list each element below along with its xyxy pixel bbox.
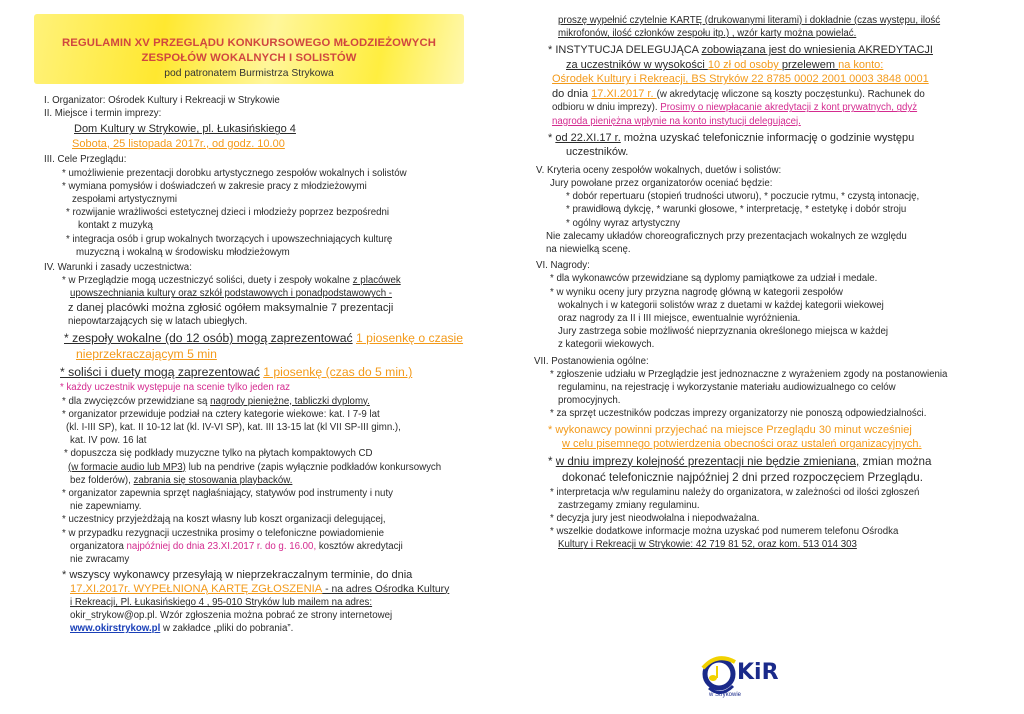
condition-item (44, 364, 494, 380)
condition-item (44, 395, 494, 408)
condition-text: kosztów akredytacji (316, 540, 403, 552)
bank-account: Ośrodek Kultury i Rekreacji, BS Stryków 22 8785 0002 2001 0003 3848 0001 (552, 73, 929, 86)
criteria-item: * dobór repertuaru (stopień trudności utworu), * poczucie rytmu, * czystą intonację, (566, 191, 920, 203)
cancellation-deadline: najpóźniej do dnia 23.XI.2017 r. do g. 16.00, (126, 540, 317, 552)
condition-item: * uczestnicy przyjeżdżają na koszt własny lub koszt organizacji delegującej, (62, 514, 386, 526)
condition-item-cont: okir_strykow@op.pl. Wzór zgłoszenia można pobrać ze strony internetowej (70, 610, 393, 622)
condition-item: * każdy uczestnik występuje na scenie tylko jeden raz (60, 382, 290, 394)
event-date: Sobota, 25 listopada 2017r., od godz. 10.00 (72, 137, 285, 150)
fee-line (528, 43, 1008, 58)
arrival-notice: * wykonawcy powinni przyjechać na miejsce Przeglądu 30 minut wcześniej (548, 423, 912, 436)
condition-item-cont: z danej placówki można zgłosić ogółem maksymalnie 7 prezentacji (68, 301, 394, 314)
section-place-heading: II. Miejsce i termin imprezy: (44, 108, 162, 120)
schedule-text: * (548, 131, 556, 144)
fee-line (528, 87, 1008, 102)
goal-item: * umożliwienie prezentacji dorobku artystycznego zespołów wokalnych i solistów (62, 167, 407, 179)
condition-item-cont (44, 622, 494, 635)
criteria-note: Nie zalecamy układów choreograficznych przy prezentacjach wokalnych ze względu (546, 230, 907, 242)
left-column (24, 14, 494, 636)
prize-item-cont: wokalnych i w kategorii solistów wraz z duetami w każdej kategorii wiekowej (558, 299, 884, 311)
schedule-info-cont: uczestników. (566, 146, 629, 159)
order-notice (528, 454, 1008, 470)
condition-item-cont: nie zwracamy (70, 553, 130, 565)
general-item-cont: promocyjnych. (558, 395, 621, 407)
goal-item-cont: muzyczną i wokalną w środowisku młodzieżowym (76, 246, 290, 258)
header-banner (34, 14, 464, 84)
condition-text: bez folderów), (70, 474, 134, 486)
fee-line (528, 58, 1008, 73)
goal-item: * integracja osób i grup wokalnych tworzących i upowszechniających kulturę (66, 233, 393, 245)
song-limit-text-cont: nieprzekraczającym 5 min (76, 347, 217, 362)
fee-deadline: 17.XI.2017 r. (591, 87, 657, 100)
fee-text: za uczestników w wysokości (566, 58, 708, 71)
fee-warning: Prosimy o niewpłacanie akredytacji z kont prywatnych, gdyż (660, 102, 918, 114)
fee-text: odbioru w dniu imprezy). (552, 102, 661, 114)
criteria-note-cont: na niewielką scenę. (546, 244, 631, 256)
condition-text: - na adres Ośrodka Kultury (322, 583, 450, 595)
fee-text-underlined: zobowiązana jest do wniesienia AKREDYTACJI (701, 44, 933, 57)
fee-text: do dnia (552, 87, 592, 100)
right-column (528, 14, 1008, 552)
section-prizes-heading: VI. Nagrody: (536, 260, 590, 272)
general-item-cont: zastrzegamy zmiany regulaminu. (558, 499, 700, 511)
schedule-date: od 22.XI.17 r. (555, 131, 621, 144)
condition-item-cont: kat. IV pow. 16 lat (70, 435, 147, 447)
condition-text: * w Przeglądzie mogą uczestniczyć soliści, duety i zespoły wokalne (62, 275, 353, 287)
general-item: * interpretacja w/w regulaminu należy do organizatora, w zależności od ilości zgłoszeń (550, 486, 920, 498)
contact-phones: Kultury i Rekreacji w Strykowie: 42 719 81 52, oraz kom. 513 014 303 (558, 539, 857, 551)
fee-line (528, 101, 1008, 114)
fee-text: (w akredytację wliczone są koszty poczęstunku). Rachunek do (656, 88, 925, 100)
page-title-line-1: REGULAMIN XV PRZEGLĄDU KONKURSOWEGO MŁODZIEŻOWYCH (62, 37, 436, 49)
condition-item (44, 330, 494, 346)
condition-item-cont: (kl. I-III SP), kat. II 10-12 lat (kl. IV-VI SP), kat. III 13-15 lat (kl VII SP-III gimn.), (66, 421, 401, 433)
general-item-cont: regulaminu, na rejestrację i wykorzystanie materiału audiowizualnego co celów (558, 382, 896, 394)
section-conditions-heading: IV. Warunki i zasady uczestnictwa: (44, 262, 192, 274)
condition-item-cont: upowszechniania kultury oraz szkół podstawowych i ponadpodstawowych - (70, 288, 393, 300)
prize-item-cont: Jury zastrzega sobie możliwość nieprzyznania określonego miejsca w każdej (558, 326, 889, 338)
goal-item: * wymiana pomysłów i doświadczeń w zakresie pracy z młodzieżowymi (62, 180, 367, 192)
condition-item-cont: niepowtarzających się w latach ubiegłych. (68, 316, 248, 328)
schedule-text: można uzyskać telefonicznie informację o godzinie występu (620, 131, 915, 144)
general-item: * decyzja jury jest nieodwołalna i niepodważalna. (550, 513, 760, 525)
condition-item: * wszyscy wykonawcy przesyłają w nieprzekraczalnym terminie, do dnia (62, 569, 413, 582)
event-place: Dom Kultury w Strykowie, pl. Łukasińskiego 4 (74, 123, 296, 136)
okir-logo (697, 648, 807, 708)
condition-item: * organizator zapewnia sprzęt nagłaśniający, statywów pod instrumenty i nuty (62, 487, 393, 499)
general-item: * zgłoszenie udziału w Przeglądzie jest jednoznaczne z wyrażeniem zgody na postanowienia (550, 368, 948, 380)
condition-text: * dla zwycięzców przewidziane są (62, 395, 211, 407)
page-title-line-2: ZESPOŁÓW WOKALNYCH I SOLISTÓW (141, 52, 357, 64)
song-limit-text: 1 piosenkę (czas do 5 min.) (263, 365, 413, 380)
form-instruction-cont: mikrofonów, ilość członków zespołu itp.) , wzór karty można powielać. (558, 28, 857, 40)
condition-item-cont (44, 461, 494, 474)
fee-amount: 10 zł od osoby (707, 58, 782, 71)
form-instruction: proszę wypełnić czytelnie KARTĘ (drukowanymi literami) i dokładnie (czas występu, ilość (558, 15, 941, 26)
section-general-heading: VII. Postanowienia ogólne: (534, 355, 649, 367)
condition-text: w zakładce „pliki do pobrania”. (160, 623, 294, 635)
condition-item-cont (44, 583, 494, 596)
song-limit-text: 1 piosenkę o czasie (356, 331, 464, 346)
condition-item-cont (44, 540, 494, 553)
fee-warning-cont: nagroda pieniężna wpłynie na konto instytucji delegującej. (552, 115, 801, 127)
goal-item: * rozwijanie wrażliwości estetycznej dzieci i młodzieży poprzez bezpośredni (66, 207, 390, 219)
condition-item (44, 274, 494, 287)
condition-item: * organizator przewiduje podział na cztery kategorie wiekowe: kat. I 7-9 lat (62, 408, 380, 420)
condition-text-underlined: nagrody pieniężne, tabliczki dyplomy. (210, 395, 370, 407)
prize-item: * w wyniku oceny jury przyzna nagrodę główną w kategorii zespołów (550, 286, 843, 298)
website-link[interactable]: www.okirstrykow.pl (70, 623, 161, 635)
order-notice-cont: dokonać telefonicznie najpóźniej 2 dni przed rozpoczęciem Przeglądu. (562, 470, 923, 484)
order-text-underlined: w dniu imprezy kolejność prezentacji nie będzie zmieniana, (555, 454, 860, 468)
condition-text: organizatora (70, 540, 127, 552)
condition-item: * w przypadku rezygnacji uczestnika prosimy o telefoniczne powiadomienie (62, 527, 385, 539)
logo-subtext: w Strykowie (709, 692, 742, 698)
goal-item-cont: zespołami artystycznymi (72, 194, 177, 206)
section-criteria-heading: V. Kryteria oceny zespołów wokalnych, duetów i solistów: (536, 164, 782, 176)
fee-text-account: na konto: (838, 58, 884, 71)
prize-item: * dla wykonawców przewidziane są dyplomy pamiątkowe za udział i medale. (550, 273, 878, 285)
condition-text-underlined: z placówek (352, 275, 401, 287)
criteria-item: * prawidłową dykcję, * warunki głosowe, * interpretację, * estetykę i dobór stroju (566, 204, 907, 216)
condition-text: lub na pendrive (zapis wyłącznie podkładów konkursowych (185, 461, 442, 473)
order-text: * (548, 454, 556, 468)
condition-item-cont: i Rekreacji, Pl. Łukasińskiego 4 , 95-010 Stryków lub mailem na adres: (70, 596, 373, 608)
criteria-intro: Jury powołane przez organizatorów oceniać będzie: (550, 178, 773, 190)
condition-item: * dopuszcza się podkłady muzyczne tylko na płytach kompaktowych CD (64, 448, 373, 460)
patronage-line: pod patronatem Burmistrza Strykowa (164, 68, 334, 79)
condition-text-underlined: (w formacie audio lub MP3) (68, 461, 186, 473)
condition-text-underlined: zabrania się stosowania playbacków. (133, 474, 293, 486)
condition-text: * zespoły wokalne (do 12 osób) mogą zaprezentować (64, 331, 353, 346)
criteria-item: * ogólny wyraz artystyczny (566, 217, 681, 229)
arrival-notice-cont: w celu pisemnego potwierdzenia obecności oraz ustaleń organizacyjnych. (562, 438, 922, 451)
fee-text: * INSTYTUCJA DELEGUJĄCA (548, 44, 702, 57)
condition-item-cont: nie zapewniamy. (70, 501, 142, 513)
schedule-info (528, 131, 1008, 146)
goal-item-cont: kontakt z muzyką (78, 220, 153, 232)
prize-item-cont: z kategorii wiekowych. (558, 339, 655, 351)
condition-item-cont (44, 474, 494, 487)
section-goals-heading: III. Cele Przeglądu: (44, 154, 127, 166)
fee-text: przelewem (781, 58, 839, 71)
logo-text: KiR (737, 660, 779, 685)
prize-item-cont: oraz nagrody za II i III miejsce, ewentualnie wyróżnienia. (558, 313, 801, 325)
general-item: * za sprzęt uczestników podczas imprezy organizatorzy nie ponoszą odpowiedzialności. (550, 408, 927, 420)
registration-deadline: 17.XI.2017r. WYPEŁNIONĄ KARTĘ ZGŁOSZENIA (70, 582, 323, 595)
order-text: zmian można (859, 454, 932, 468)
section-organizer: I. Organizator: Ośrodek Kultury i Rekreacji w Strykowie (44, 95, 280, 106)
condition-text: * soliści i duety mogą zaprezentować (60, 365, 260, 380)
general-item: * wszelkie dodatkowe informacje można uzyskać pod numerem telefonu Ośrodka (550, 526, 899, 538)
